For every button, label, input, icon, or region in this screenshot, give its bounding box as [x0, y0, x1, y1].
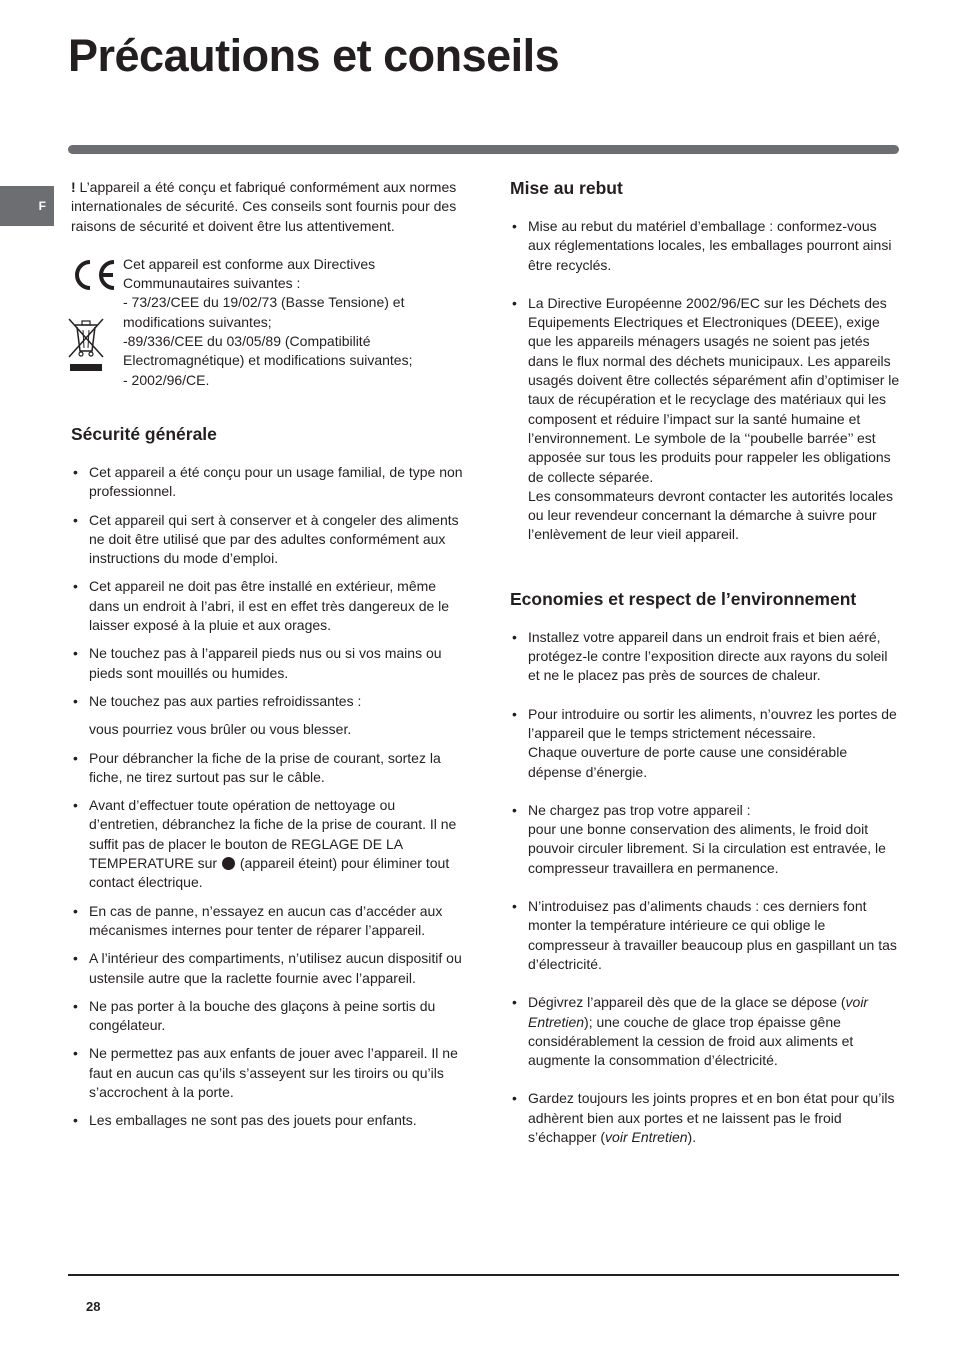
- eco-list: [510, 628, 902, 1148]
- list-item: • Les emballages ne sont pas des jouets pour enfants.: [71, 1111, 466, 1130]
- ce-mark-icon: [71, 259, 117, 291]
- eco-item6-text-a: Gardez toujours les joints propres et en bon état pour qu’ils adhèrent bien aux portes et ne laissent pas le froid s’échapper (: [528, 1090, 895, 1145]
- eco-item3-text: Ne chargez pas trop votre appareil :: [528, 801, 751, 818]
- rebut-item2-text-b: Les consommateurs devront contacter les autorités locales ou leur revendeur concernant la démarche à suivre pour l’enlèvement de leur vieil appareil.: [528, 487, 893, 543]
- page-number: 28: [86, 1299, 101, 1314]
- off-position-icon: [222, 857, 235, 870]
- item7-text-a: Avant d’effectuer toute opération de nettoyage ou d’entretien, débranchez la fiche de la prise de courant. Il ne suffit pas de placer le bouton de REGLAGE DE LA TEMPERATURE sur: [89, 797, 457, 872]
- list-item-continuation: vous pourriez vous brûler ou vous blesser.: [89, 721, 352, 738]
- heading-economies: Economies et respect de l’environnement: [510, 588, 857, 609]
- intro-text: L’appareil a été conçu et fabriqué conformément aux normes internationales de sécurité. Ces conseils sont fournis pour des raisons de sécurité et doivent être lus attentivement.: [71, 179, 457, 234]
- ce-line-4: -89/336/CEE du 03/05/89 (Compatibilité Electromagnétique) et modifications suivantes;: [123, 333, 413, 369]
- list-item: • Cet appareil ne doit pas être installé en extérieur, même dans un endroit à l’abri, il est en effet très dangereux de le laisser exposé à la pluie et aux orages.: [71, 577, 466, 635]
- list-item: • A l’intérieur des compartiments, n’utilisez aucun dispositif ou ustensile autre que la raclette fournie avec l’appareil.: [71, 949, 466, 988]
- heading-securite: Sécurité générale: [71, 423, 217, 444]
- list-item: [71, 796, 466, 892]
- list-item: [510, 801, 902, 878]
- top-divider: [68, 145, 899, 154]
- item7-text-b: (appareil éteint) pour éliminer tout contact électrique.: [89, 855, 450, 891]
- list-item: • N’introduisez pas d’aliments chauds : ces derniers font monter la température intérieure ce qui oblige le compresseur à travailler beaucoup plus en gaspillant un tas d’électricité.: [510, 897, 902, 974]
- rebut-list: [510, 217, 902, 545]
- ce-line-1: Cet appareil est conforme aux Directives: [123, 255, 376, 272]
- cross-reference: voir Entretien: [528, 994, 869, 1030]
- intro-paragraph: [71, 178, 466, 236]
- list-item: • Ne pas porter à la bouche des glaçons à peine sortis du congélateur.: [71, 997, 466, 1036]
- list-item: • Pour débrancher la fiche de la prise de courant, sortez la fiche, ne tirez surtout pas sur le câble.: [71, 749, 466, 788]
- conformity-block: [71, 255, 466, 390]
- list-item: • Mise au rebut du matériel d’emballage : conformez-vous aux réglementations locales, les emballages pourront ainsi être recyclés.: [510, 217, 902, 275]
- eco-item2-text-b: Chaque ouverture de porte cause une considérable dépense d’énergie.: [528, 744, 848, 780]
- list-item: • Installez votre appareil dans un endroit frais et bien aéré, protégez-le contre l’exposition directe aux rayons du soleil et ne le placez pas près de sources de chaleur.: [510, 628, 902, 686]
- right-column: [510, 178, 902, 1166]
- bottom-divider: [68, 1274, 899, 1276]
- ce-line-5: - 2002/96/CE.: [123, 371, 210, 388]
- eco-item5-text-a: Dégivrez l’appareil dès que de la glace se dépose (: [528, 994, 846, 1011]
- eco-item2-text: Pour introduire ou sortir les aliments, n’ouvrez les portes de l’appareil que le temps strictement nécessaire.: [528, 705, 897, 741]
- page-title: Précautions et conseils: [68, 30, 560, 81]
- list-item: [510, 705, 902, 782]
- crossed-bin-icon: [67, 315, 105, 373]
- list-item: [510, 294, 902, 545]
- ce-line-3: - 73/23/CEE du 19/02/73 (Basse Tensione) et modifications suivantes;: [123, 294, 405, 330]
- eco-item6-text-b: ).: [687, 1128, 697, 1145]
- eco-item3-text-b: pour une bonne conservation des aliments, le froid doit pouvoir circuler librement. Si la circulation est entravée, le compresseur travaillera en permanence.: [528, 821, 886, 876]
- left-column: [71, 178, 466, 1140]
- securite-list-2: [71, 749, 466, 1131]
- list-item: • Ne touchez pas à l’appareil pieds nus ou si vos mains ou pieds sont mouillés ou humides.: [71, 644, 466, 683]
- rebut-item2-text: La Directive Européenne 2002/96/EC sur les Déchets des Equipements Electriques et Electroniques (DEEE), exige que les appareils ménagers usagés ne soient pas jetés dans le flux normal des déchets municipaux. Les appareils usagés doivent être collectés séparément afin d’optimiser le taux de récupération et le recyclage des matériaux qui les composent et réduire l’impact sur la santé humaine et l’environnement. Le symbole de la ‘‘poubelle barrée’’ est apposée sur tous les produits pour rappeler les obligations de collecte séparée.: [528, 294, 900, 485]
- language-tab: F: [0, 186, 54, 226]
- list-item: • Cet appareil a été conçu pour un usage familial, de type non professionnel.: [71, 463, 466, 502]
- securite-list: [71, 463, 466, 711]
- cross-reference: voir Entretien: [605, 1128, 688, 1145]
- ce-line-2: Communautaires suivantes :: [123, 275, 301, 292]
- warning-mark: !: [71, 179, 76, 195]
- list-item: • Cet appareil qui sert à conserver et à congeler des aliments ne doit être utilisé que par des adultes conformément aux instructions du mode d’emploi.: [71, 511, 466, 569]
- list-item: [510, 1089, 902, 1147]
- eco-item5-text-b: ); une couche de glace trop épaisse gêne considérablement la cession de froid aux aliments et augmente la consommation d’électricité.: [528, 1013, 854, 1069]
- list-item: • Ne permettez pas aux enfants de jouer avec l’appareil. Il ne faut en aucun cas qu’ils s’asseyent sur les tiroirs ou qu’ils s’accrochent à la porte.: [71, 1044, 466, 1102]
- list-item: • En cas de panne, n’essayez en aucun cas d’accéder aux mécanismes internes pour tenter de réparer l’appareil.: [71, 902, 466, 941]
- list-item: [510, 993, 902, 1070]
- list-item: • Ne touchez pas aux parties refroidissantes :: [71, 692, 466, 711]
- heading-rebut: Mise au rebut: [510, 178, 623, 198]
